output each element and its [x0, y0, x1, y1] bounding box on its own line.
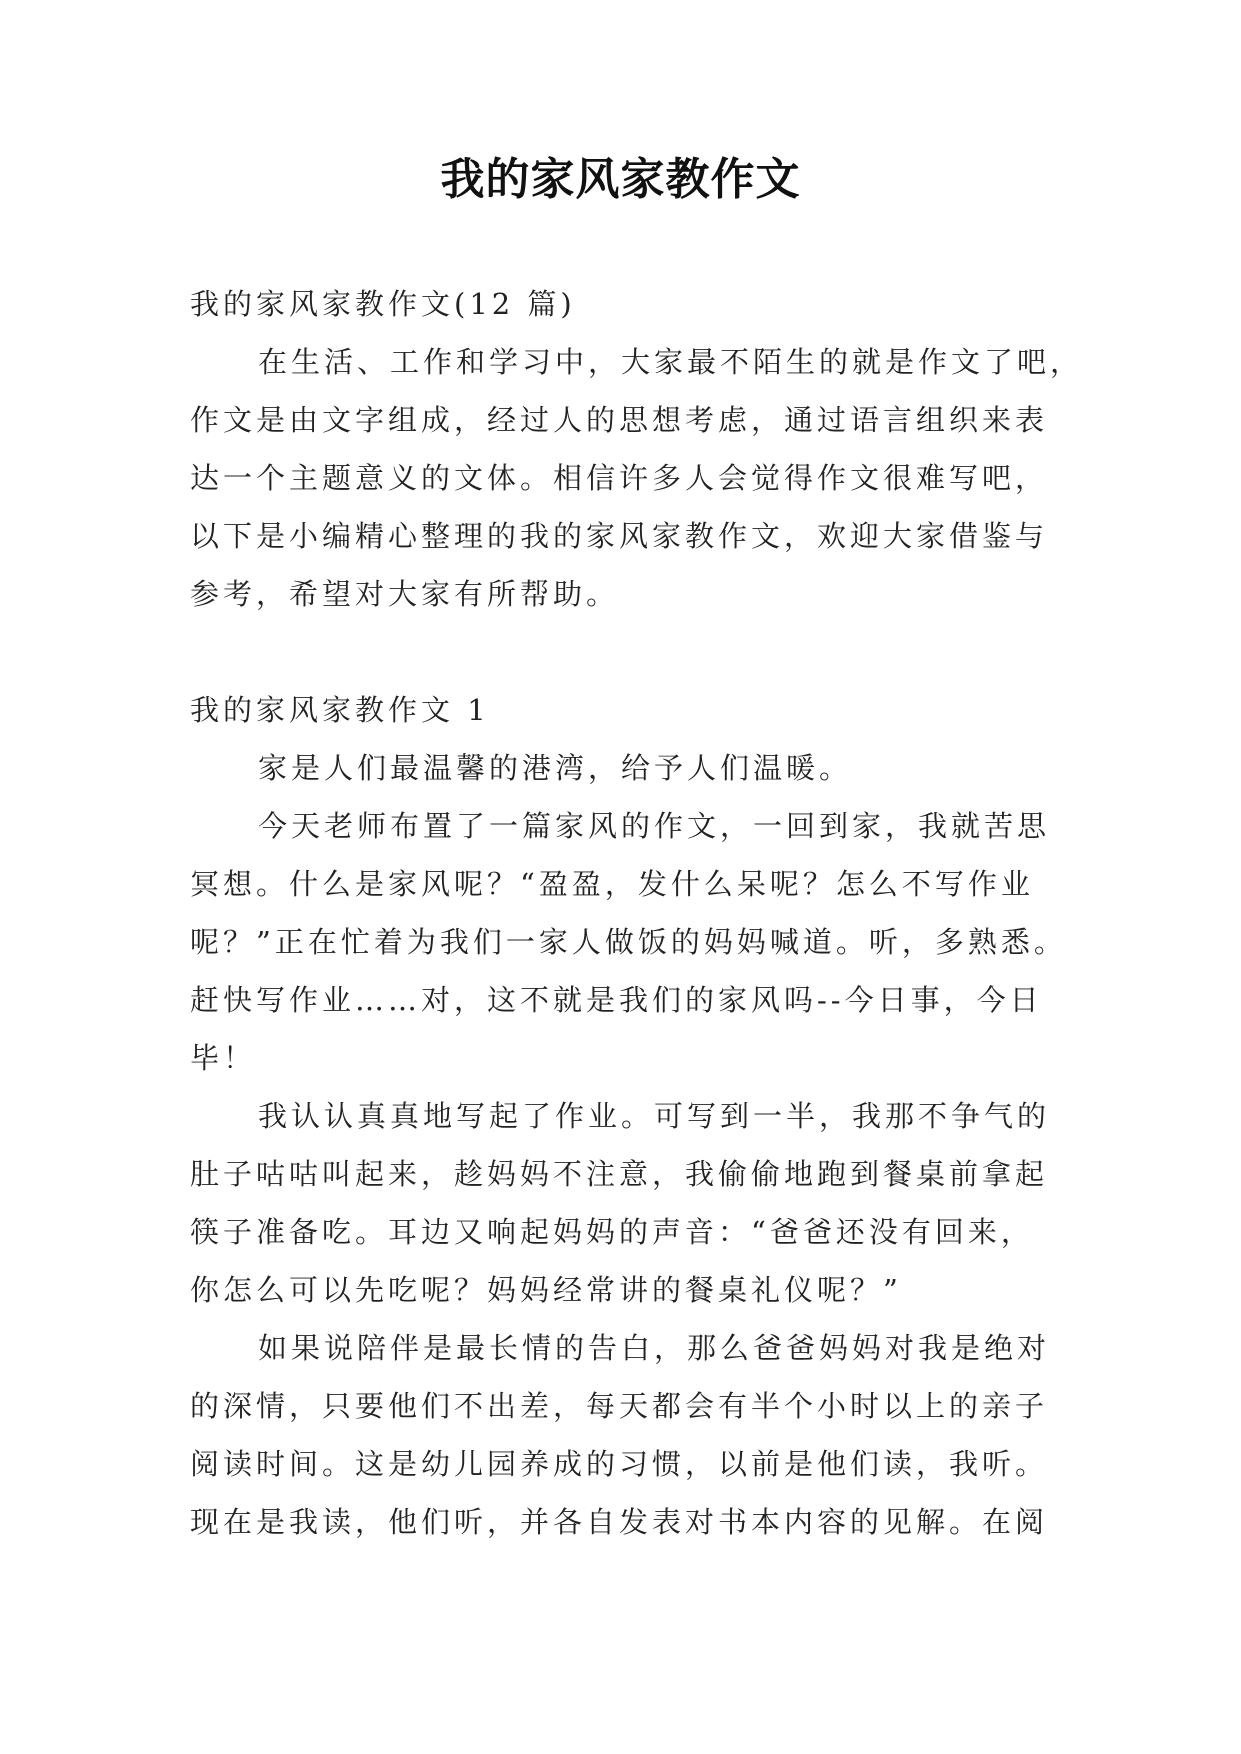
- essay-line: 的深情，只要他们不出差，每天都会有半个小时以上的亲子: [190, 1389, 1049, 1423]
- essay-line: 现在是我读，他们听，并各自发表对书本内容的见解。在阅: [190, 1505, 1049, 1539]
- collection-subtitle: 我的家风家教作文(12 篇): [190, 287, 576, 321]
- essay-line: 赶快写作业……对，这不就是我们的家风吗--今日事，今日: [190, 983, 1043, 1017]
- essay-body: [190, 739, 1080, 1551]
- document-body: [190, 275, 1084, 1551]
- essay-line: 呢？”正在忙着为我们一家人做饭的妈妈喊道。听，多熟悉。: [190, 925, 1067, 959]
- essay-line: 你怎么可以先吃呢？妈妈经常讲的餐桌礼仪呢？”: [190, 1273, 902, 1307]
- essay-line: 筷子准备吃。耳边又响起妈妈的声音：“爸爸还没有回来，: [190, 1215, 1034, 1249]
- essay-line: 冥想。什么是家风呢？“盈盈，发什么呆呢？怎么不写作业: [190, 867, 1034, 901]
- intro-line: 参考，希望对大家有所帮助。: [190, 577, 620, 611]
- intro-line: 在生活、工作和学习中，大家最不陌生的就是作文了吧，: [258, 345, 1084, 379]
- essay-line: 今天老师布置了一篇家风的作文，一回到家，我就苦思: [258, 809, 1051, 843]
- intro-line: 达一个主题意义的文体。相信许多人会觉得作文很难写吧，: [190, 461, 1049, 495]
- essay-line: 我认认真真地写起了作业。可写到一半，我那不争气的: [258, 1099, 1051, 1133]
- essay-line: 如果说陪伴是最长情的告白，那么爸爸妈妈对我是绝对: [258, 1331, 1051, 1365]
- page-title: 我的家风家教作文: [440, 154, 801, 205]
- essay-line: 家是人们最温馨的港湾，给予人们温暖。: [258, 751, 853, 785]
- essay-line: 肚子咕咕叫起来，趁妈妈不注意，我偷偷地跑到餐桌前拿起: [190, 1157, 1049, 1191]
- intro-line: 作文是由文字组成，经过人的思想考虑，通过语言组织来表: [190, 403, 1049, 437]
- intro-line: 以下是小编精心整理的我的家风家教作文，欢迎大家借鉴与: [190, 519, 1049, 553]
- intro-paragraph: [190, 333, 1084, 623]
- essay-line: 毕！: [190, 1041, 257, 1075]
- essay-line: 阅读时间。这是幼儿园养成的习惯，以前是他们读，我听。: [190, 1447, 1049, 1481]
- section-spacer: [190, 623, 1080, 681]
- essay-heading: 我的家风家教作文 1: [190, 693, 490, 727]
